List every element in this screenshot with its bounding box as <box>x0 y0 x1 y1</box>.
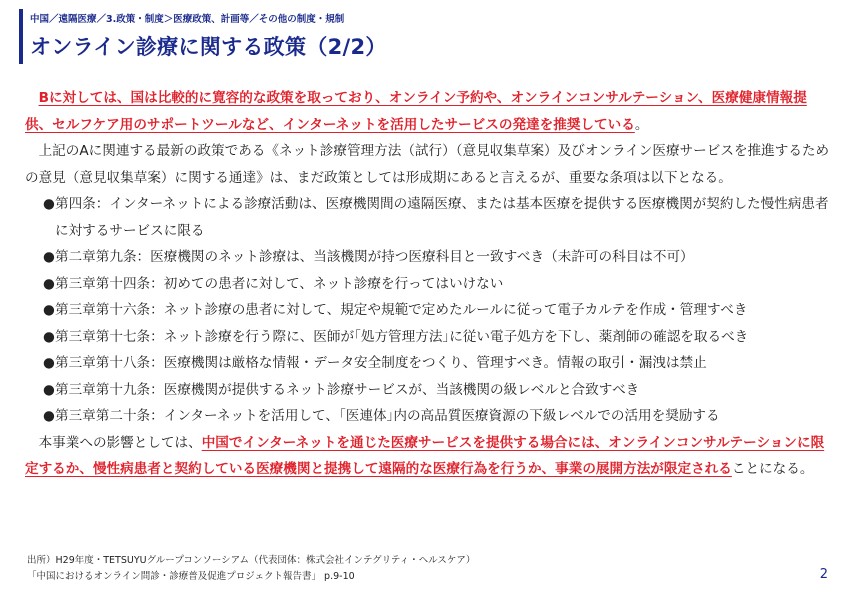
list-item <box>43 350 830 377</box>
list-item <box>43 377 830 404</box>
list-item <box>43 244 830 271</box>
paragraph-policy-a: 上記のAに関連する最新の政策である《ネット診療管理方法（試行）（意見収集草案）及びオンライン医療サービスを推進するための意見（意見収集草案）に関する通達》は、まだ政策としては形成期にあると言えるが、重要な条項は以下となる。 <box>25 143 830 186</box>
article-text: 第三章第十四条：初めての患者に対して、ネット診療を行ってはいけない <box>55 275 504 292</box>
article-text: 第二章第九条：医療機関のネット診療は、当該機関が持つ医療科目と一致すべき（未許可の科目は不可） <box>55 249 694 265</box>
list-item <box>43 403 830 430</box>
list-item <box>43 324 830 351</box>
impact-end: ことになる。 <box>731 461 814 477</box>
article-text: 第三章第十九条：医療機関が提供するネット診療サービスが、当該機関の級レベルと合致すべき <box>55 381 640 398</box>
paragraph-end: 。 <box>634 116 649 133</box>
list-item <box>43 271 830 298</box>
bullet-icon: ● <box>43 249 55 265</box>
page-title: オンライン診療に関する政策（2/2） <box>30 35 387 59</box>
list-item <box>43 297 830 324</box>
highlight-impact: 中国でインターネットを通じた医療サービスを提供する場合には、オンラインコンサルテーションに限定するか、慢性病患者と契約している医療機関と提携して遠隔的な医療行為を行うか、事業の展開方法が限定される <box>25 434 825 477</box>
source-line-1: 出所）H29年度・TETSUYUグループコンソーシアム（代表団体：株式会社インテグリティ・ヘルスケア） <box>27 555 476 566</box>
source-line-2: 「中国におけるオンライン問診・診療普及促進プロジェクト報告書」 p.9-10 <box>27 571 355 582</box>
page-number: 2 <box>819 567 828 582</box>
source-footer <box>27 553 475 585</box>
bullet-icon: ● <box>43 302 55 318</box>
bullet-icon: ● <box>43 196 55 212</box>
article-text: 第三章第十六条：ネット診療の患者に対して、規定や規範で定めたルールに従って電子カルテを作成・管理すべき <box>55 302 748 318</box>
highlight-policy-b: Bに対しては、国は比較的に寛容的な政策を取っており、オンライン予約や、オンラインコンサルテーション、医療健康情報提供、セルフケア用のサポートツールなど、インターネットを活用したサービスの発達を推奨している <box>25 90 807 133</box>
bullet-icon: ● <box>43 381 55 398</box>
impact-intro: 本事業への影響としては、 <box>38 434 202 451</box>
article-list <box>25 191 830 430</box>
breadcrumb: 中国／遠隔医療／3.政策・制度＞医療政策、計画等／その他の制度・規制 <box>30 14 345 25</box>
article-text: 第四条：インターネットによる診療活動は、医療機関間の遠隔医療、または基本医療を提供する医療機関が契約した慢性病患者に対するサービスに限る <box>55 196 829 239</box>
article-text: 第三章第十七条：ネット診療を行う際に、医師が｢処方管理方法｣に従い電子処方を下し、薬剤師の確認を取るべき <box>55 328 749 345</box>
article-text: 第三章第十八条：医療機関は厳格な情報・データ安全制度をつくり、管理すべき。情報の取引・漏洩は禁止 <box>55 355 707 371</box>
paragraph-policy-b <box>25 85 830 138</box>
paragraph-impact <box>25 430 830 483</box>
article-text: 第三章第二十条：インターネットを活用して、｢医連体｣内の高品質医療資源の下級レベルでの活用を奨励する <box>55 408 720 424</box>
bullet-icon: ● <box>43 408 55 424</box>
bullet-icon: ● <box>43 275 55 292</box>
list-item <box>43 191 830 244</box>
bullet-icon: ● <box>43 355 55 371</box>
header-accent-bar <box>19 9 23 64</box>
main-content <box>25 85 830 483</box>
bullet-icon: ● <box>43 328 55 345</box>
